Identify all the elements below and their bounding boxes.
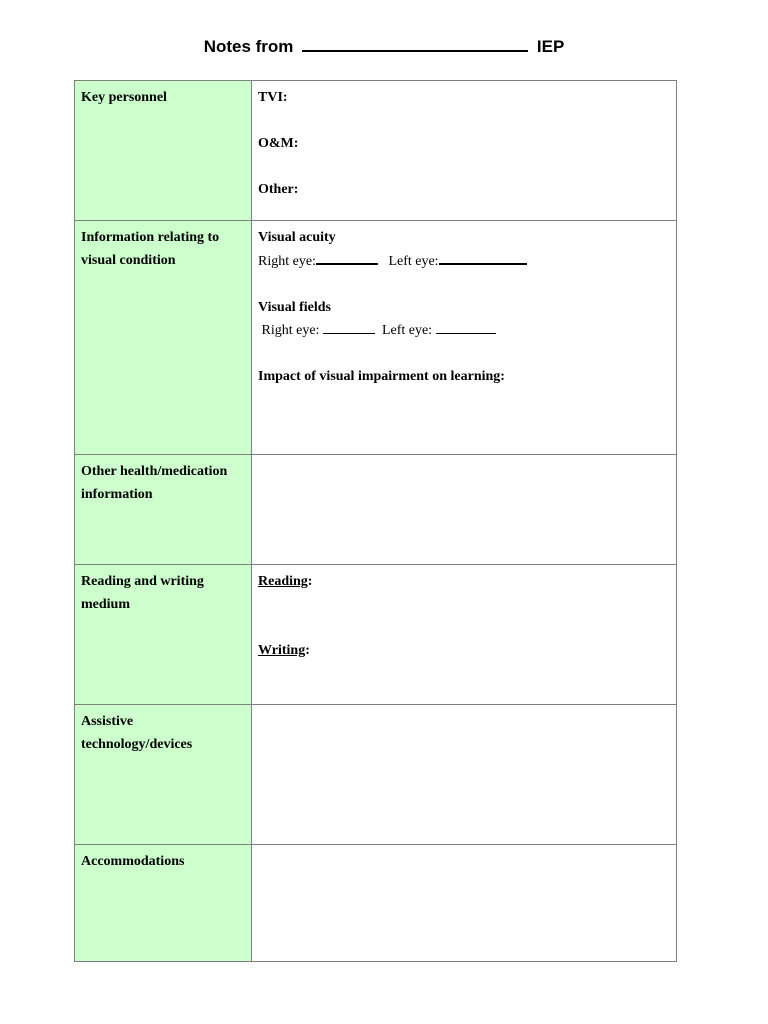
row-visual-condition: [75, 221, 677, 455]
om-label: O&M:: [258, 136, 299, 151]
acuity-right-eye-label: Right eye:: [258, 254, 316, 269]
row-key-personnel: [75, 81, 677, 221]
content-health[interactable]: [252, 455, 677, 565]
content-visual-condition[interactable]: [252, 221, 677, 455]
row-accommodations: [75, 845, 677, 962]
row-reading-writing: [75, 565, 677, 705]
acuity-left-eye-blank[interactable]: [439, 249, 527, 265]
row-health: [75, 455, 677, 565]
label-reading-writing: Reading and writing medium: [75, 565, 252, 705]
title-prefix: Notes from: [203, 37, 294, 56]
writing-line: Writing:: [258, 643, 310, 658]
content-assistive[interactable]: [252, 705, 677, 845]
other-label: Other:: [258, 182, 299, 197]
visual-fields-line: [258, 319, 670, 342]
reading-line: Reading:: [258, 574, 313, 589]
tvi-label: TVI:: [258, 90, 288, 105]
reading-label: Reading: [258, 574, 308, 589]
iep-notes-table: [74, 80, 677, 962]
fields-right-eye-blank[interactable]: [323, 319, 375, 334]
content-accommodations[interactable]: [252, 845, 677, 962]
page-title: [0, 36, 768, 57]
visual-acuity-line: [258, 249, 670, 273]
writing-label: Writing: [258, 643, 306, 658]
label-assistive: Assistive technology/devices: [75, 705, 252, 845]
content-key-personnel[interactable]: [252, 81, 677, 221]
row-assistive: [75, 705, 677, 845]
acuity-right-eye-blank[interactable]: [316, 249, 378, 265]
title-suffix: IEP: [536, 37, 565, 56]
label-health: Other health/medication information: [75, 455, 252, 565]
visual-acuity-heading: Visual acuity: [258, 230, 336, 245]
content-reading-writing[interactable]: [252, 565, 677, 705]
title-blank-line[interactable]: [302, 36, 528, 52]
visual-fields-heading: Visual fields: [258, 300, 331, 315]
fields-right-eye-label: Right eye:: [261, 323, 320, 338]
acuity-left-eye-label: Left eye:: [388, 254, 439, 269]
fields-left-eye-blank[interactable]: [436, 319, 496, 334]
label-visual-condition: Information relating to visual condition: [75, 221, 252, 455]
impact-heading: Impact of visual impairment on learning:: [258, 369, 505, 384]
label-accommodations: Accommodations: [75, 845, 252, 962]
fields-left-eye-label: Left eye:: [381, 323, 433, 338]
label-key-personnel: Key personnel: [75, 81, 252, 221]
